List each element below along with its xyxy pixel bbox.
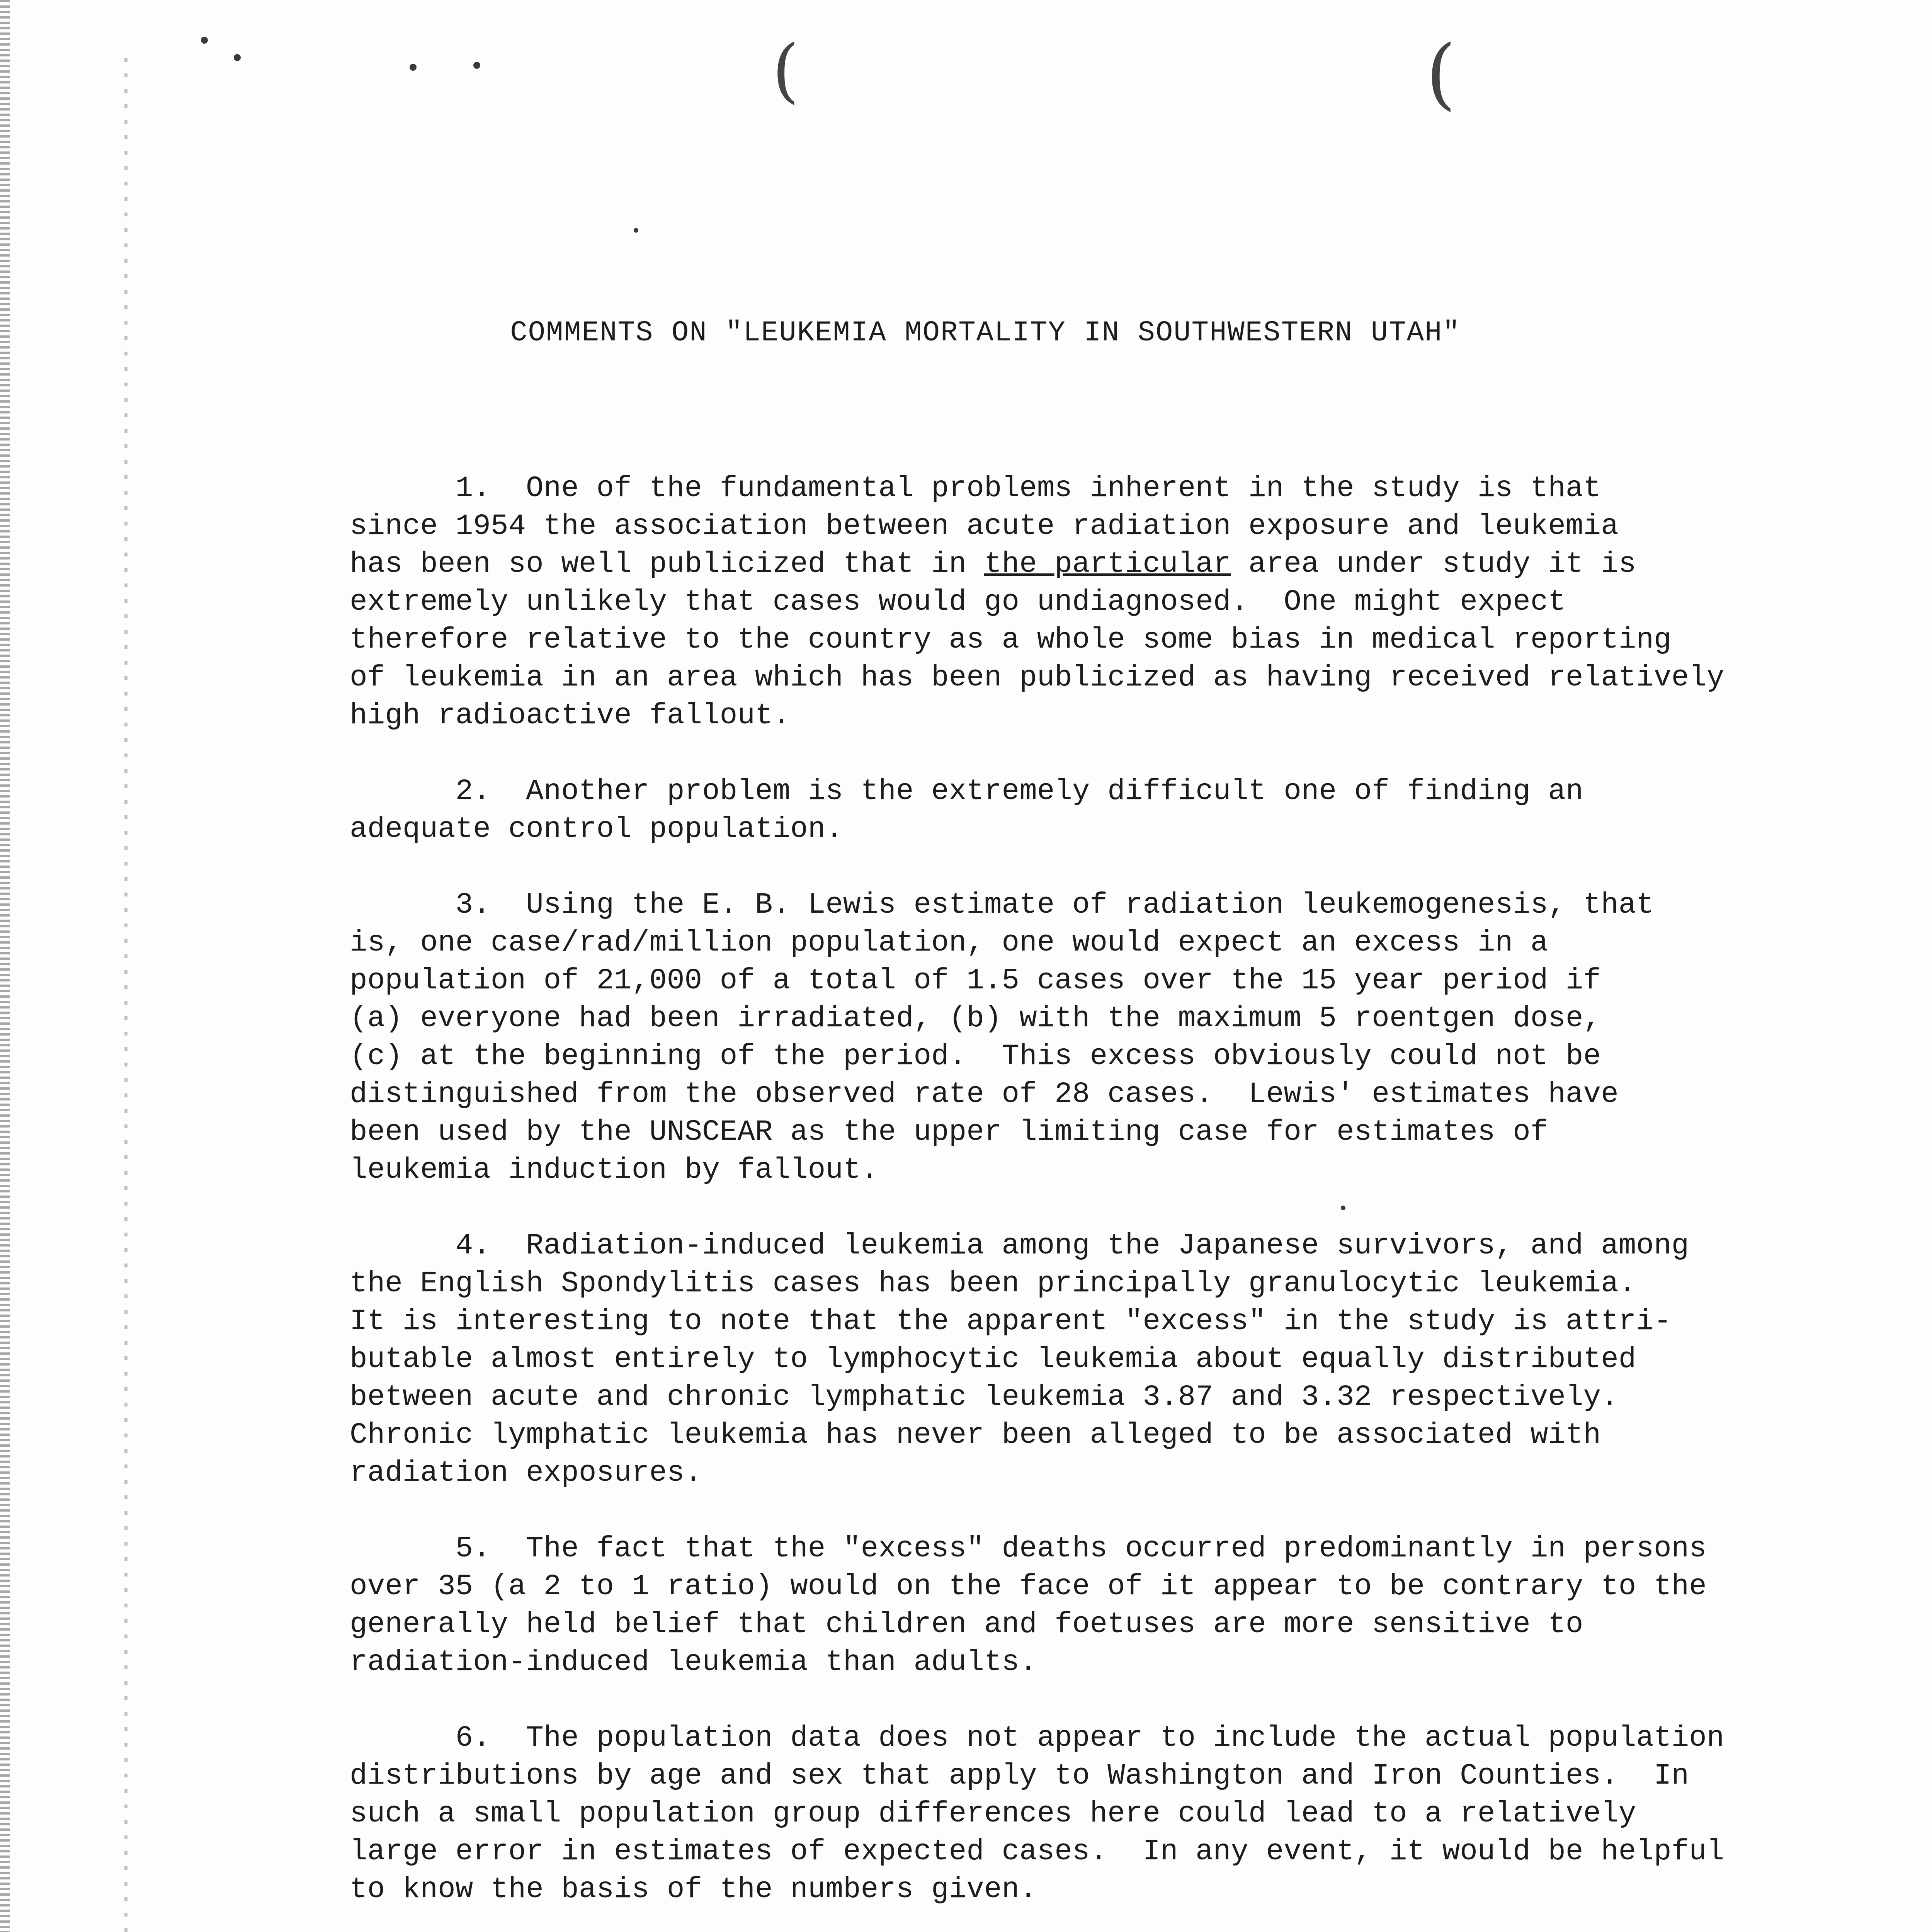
text-line: 6. The population data does not appear to include the actual population	[350, 1721, 1725, 1755]
text-line: the English Spondylitis cases has been principally granulocytic leukemia.	[350, 1267, 1636, 1300]
text-line: population of 21,000 of a total of 1.5 cases over the 15 year period if	[350, 964, 1601, 997]
text-line: 5. The fact that the "excess" deaths occurred predominantly in persons	[350, 1532, 1707, 1565]
scan-speck	[201, 37, 208, 44]
scan-speck	[234, 54, 241, 61]
handwritten-mark-left: (	[772, 30, 799, 111]
text-line: between acute and chronic lymphatic leukemia 3.87 and 3.32 respectively.	[350, 1381, 1619, 1414]
paragraph-2	[350, 772, 1932, 848]
text-line: It is interesting to note that the apparent "excess" in the study is attri-	[350, 1305, 1672, 1338]
text-line: extremely unlikely that cases would go undiagnosed. One might expect	[350, 585, 1566, 619]
text-line: of leukemia in an area which has been publicized as having received relatively	[350, 661, 1725, 694]
text-line: over 35 (a 2 to 1 ratio) would on the face of it appear to be contrary to the	[350, 1570, 1707, 1603]
text-line: since 1954 the association between acute radiation exposure and leukemia	[350, 510, 1619, 543]
text-line: distributions by age and sex that apply to Washington and Iron Counties. In	[350, 1759, 1689, 1793]
text-line: large error in estimates of expected cases. In any event, it would be helpful	[350, 1835, 1725, 1868]
document-title: COMMENTS ON "LEUKEMIA MORTALITY IN SOUTHWESTERN UTAH"	[510, 317, 1461, 349]
text-line: therefore relative to the country as a whole some bias in medical reporting	[350, 623, 1672, 656]
text-line: 3. Using the E. B. Lewis estimate of radiation leukemogenesis, that	[350, 888, 1654, 922]
paragraph-3	[350, 886, 1932, 1189]
text-line-start: has been so well publicized that in	[350, 548, 984, 581]
text-line: radiation-induced leukemia than adults.	[350, 1646, 1037, 1679]
scan-speck	[473, 62, 480, 69]
text-line-end: area under study it is	[1231, 548, 1636, 581]
text-line: Chronic lymphatic leukemia has never been alleged to be associated with	[350, 1418, 1601, 1452]
text-line: generally held belief that children and foetuses are more sensitive to	[350, 1608, 1583, 1641]
text-line: 2. Another problem is the extremely difficult one of finding an	[350, 775, 1583, 808]
text-line: (c) at the beginning of the period. This excess obviously could not be	[350, 1040, 1601, 1073]
scan-speck	[634, 228, 638, 233]
paragraph-4	[350, 1227, 1932, 1492]
handwritten-mark-right: (	[1426, 29, 1456, 119]
text-line: high radioactive fallout.	[350, 699, 791, 732]
text-line: butable almost entirely to lymphocytic leukemia about equally distributed	[350, 1343, 1636, 1376]
text-line: 1. One of the fundamental problems inherent in the study is that	[350, 472, 1601, 505]
underlined-text: the particular	[984, 548, 1231, 581]
text-line: distinguished from the observed rate of 28 cases. Lewis' estimates have	[350, 1078, 1619, 1111]
binding-edge	[0, 0, 10, 1932]
text-line: leukemia induction by fallout.	[350, 1153, 879, 1187]
scan-speck	[410, 64, 417, 71]
text-line: radiation exposures.	[350, 1456, 702, 1490]
paragraph-6	[350, 1719, 1932, 1908]
text-line: (a) everyone had been irradiated, (b) with the maximum 5 roentgen dose,	[350, 1002, 1601, 1035]
text-line: to know the basis of the numbers given.	[350, 1873, 1037, 1906]
text-line: 4. Radiation-induced leukemia among the Japanese survivors, and among	[350, 1229, 1689, 1262]
document-body	[350, 469, 1932, 1932]
text-line: is, one case/rad/million population, one would expect an excess in a	[350, 926, 1548, 959]
text-line: adequate control population.	[350, 813, 844, 846]
text-line: such a small population group differences here could lead to a relatively	[350, 1797, 1636, 1830]
text-line	[350, 545, 1932, 583]
paragraph-5	[350, 1530, 1932, 1681]
text-line: been used by the UNSCEAR as the upper limiting case for estimates of	[350, 1116, 1548, 1149]
paragraph-1	[350, 469, 1932, 735]
